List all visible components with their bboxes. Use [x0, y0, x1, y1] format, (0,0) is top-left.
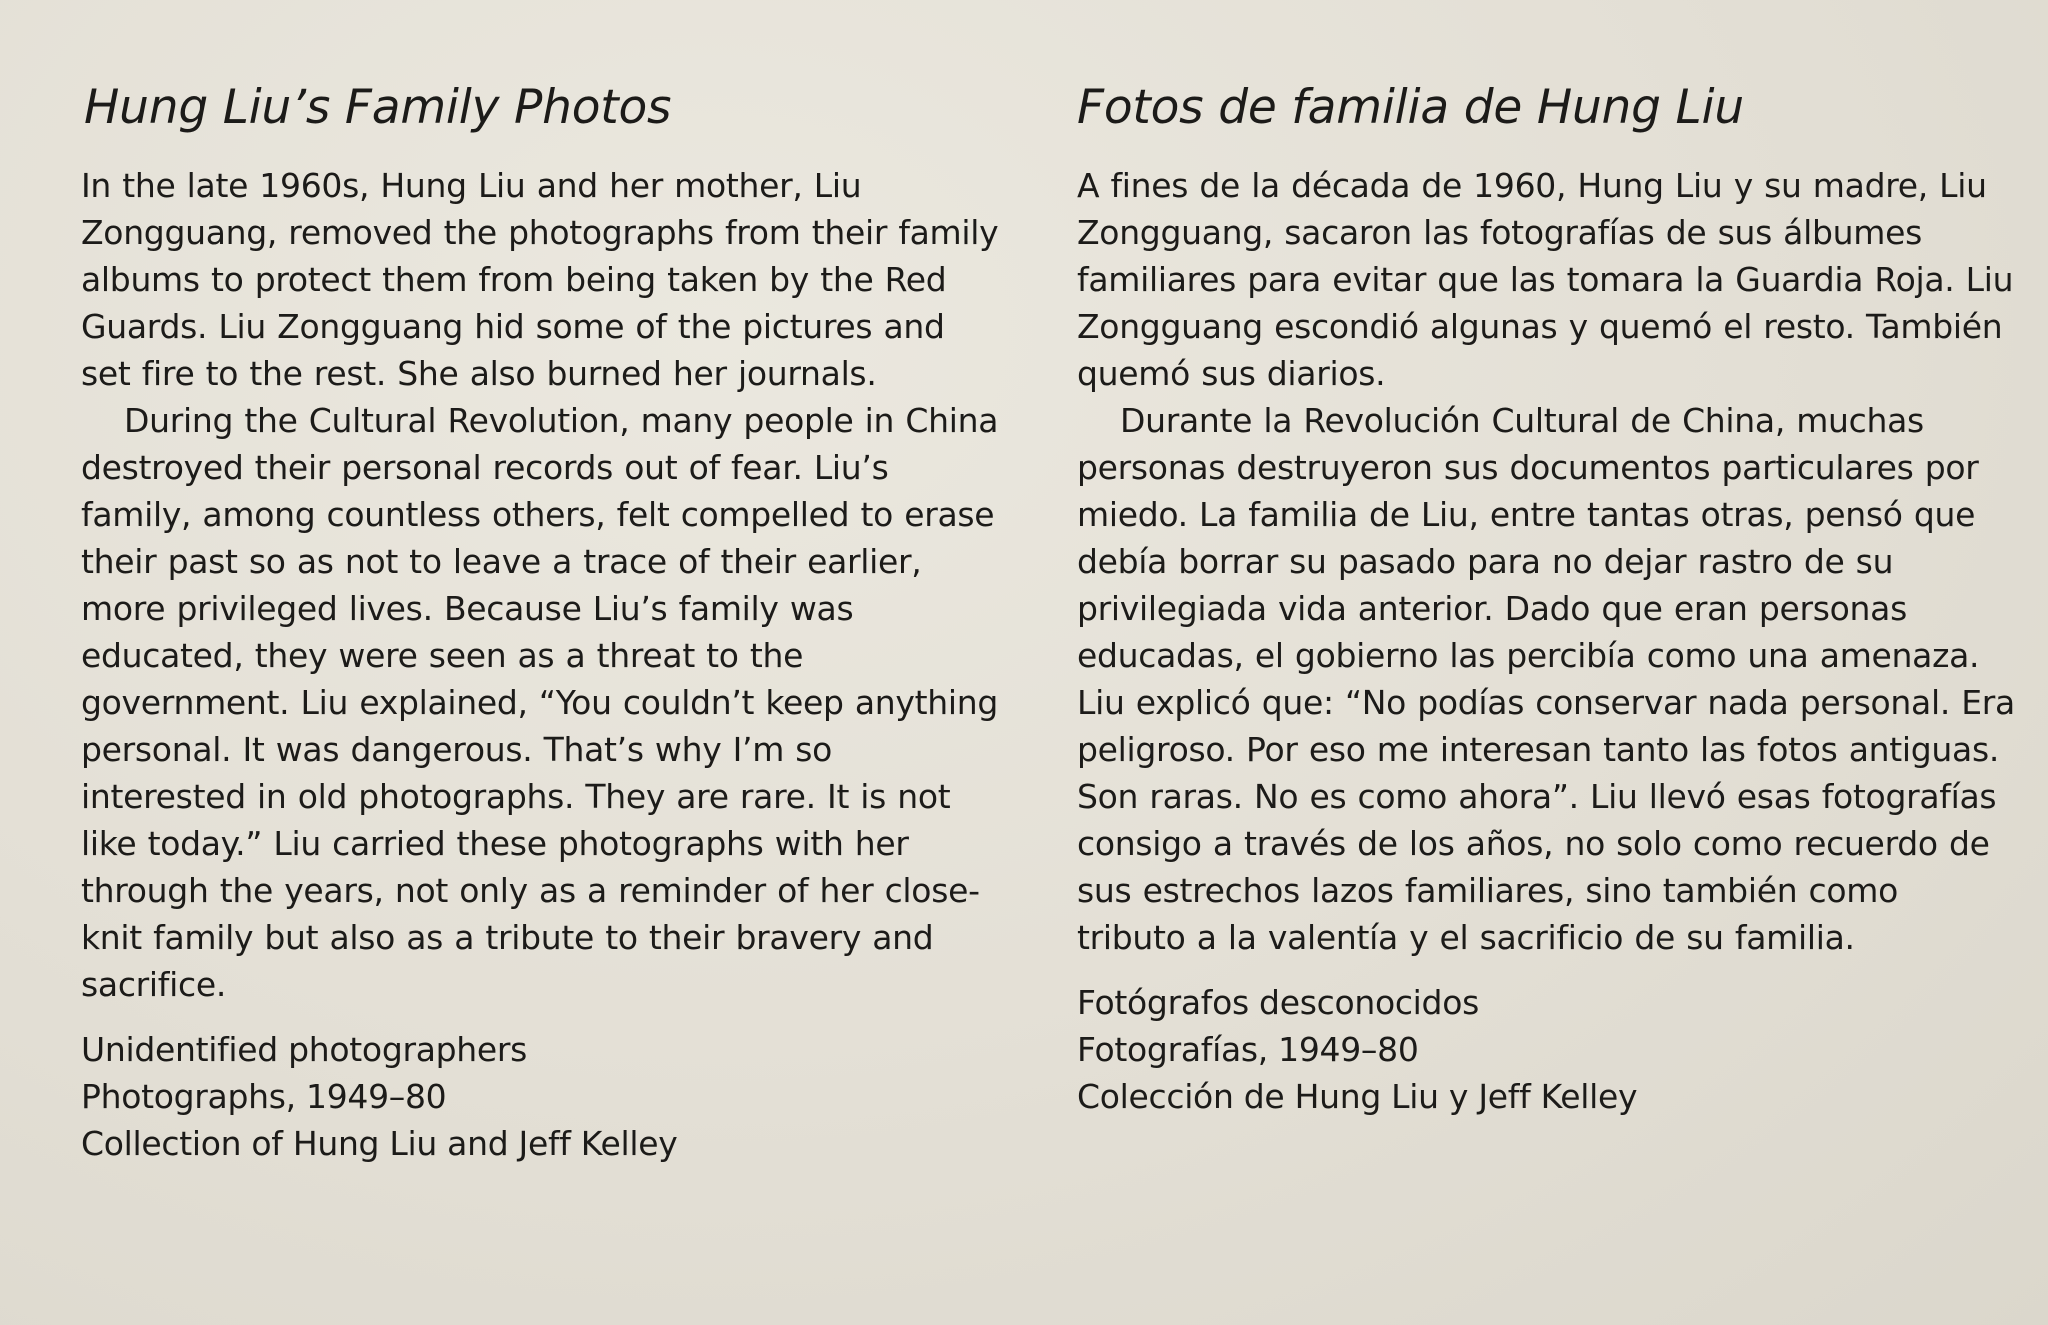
english-credit-artist: Unidentified photographers: [81, 1030, 528, 1069]
english-paragraph-1: In the late 1960s, Hung Liu and her mother, Liu Zongguang, removed the photographs from their family albums to protect them from being taken by the Red Guards. Liu Zongguang hid some of the pictures and set fire to the rest. She also burned her journals.: [81, 166, 999, 393]
english-credit-collection: Collection of Hung Liu and Jeff Kelley: [81, 1124, 678, 1163]
spanish-paragraph-2: Durante la Revolución Cultural de China, muchas personas destruyeron sus documentos particulares por miedo. La familia de Liu, entre tantas otras, pensó que debía borrar su pasado para no dejar rastro de su privilegiada vida anterior. Dado que eran personas educadas, el gobierno las percibía como una amenaza. Liu explicó que: “No podías conservar nada personal. Era peligroso. Por eso me interesan tanto las fotos antiguas. Son raras. No es como ahora”. Liu llevó esas fotografías consigo a través de los años, no solo como recuerdo de sus estrechos lazos familiares, sino también como tributo a la valentía y el sacrificio de su familia.: [1077, 401, 2015, 957]
english-credit-medium: Photographs, 1949–80: [81, 1077, 447, 1116]
spanish-column: [1077, 78, 2017, 1120]
spanish-credit-artist: Fotógrafos desconocidos: [1077, 983, 1479, 1022]
english-column: [81, 78, 1001, 1167]
spanish-credit-collection: Colección de Hung Liu y Jeff Kelley: [1077, 1077, 1638, 1116]
spanish-credit-medium: Fotografías, 1949–80: [1077, 1030, 1419, 1069]
english-credits: [81, 1026, 1001, 1167]
english-title: Hung Liu’s Family Photos: [84, 80, 672, 135]
spanish-title: Fotos de familia de Hung Liu: [1077, 80, 1744, 135]
english-paragraph-2: During the Cultural Revolution, many people in China destroyed their personal records out of fear. Liu’s family, among countless others, felt compelled to erase their past so as not to leave a trace of their earlier, more privileged lives. Because Liu’s family was educated, they were seen as a threat to the government. Liu explained, “You couldn’t keep anything personal. It was dangerous. That’s why I’m so interested in old photographs. They are rare. It is not like today.” Liu carried these photographs with her through the years, not only as a reminder of her close-knit family but also as a tribute to their bravery and sacrifice.: [81, 401, 999, 1004]
spanish-paragraph-1: A fines de la década de 1960, Hung Liu y su madre, Liu Zongguang, sacaron las fotografías de sus álbumes familiares para evitar que las tomara la Guardia Roja. Liu Zongguang escondió algunas y quemó el resto. También quemó sus diarios.: [1077, 166, 2014, 393]
spanish-credits: [1077, 979, 2017, 1120]
